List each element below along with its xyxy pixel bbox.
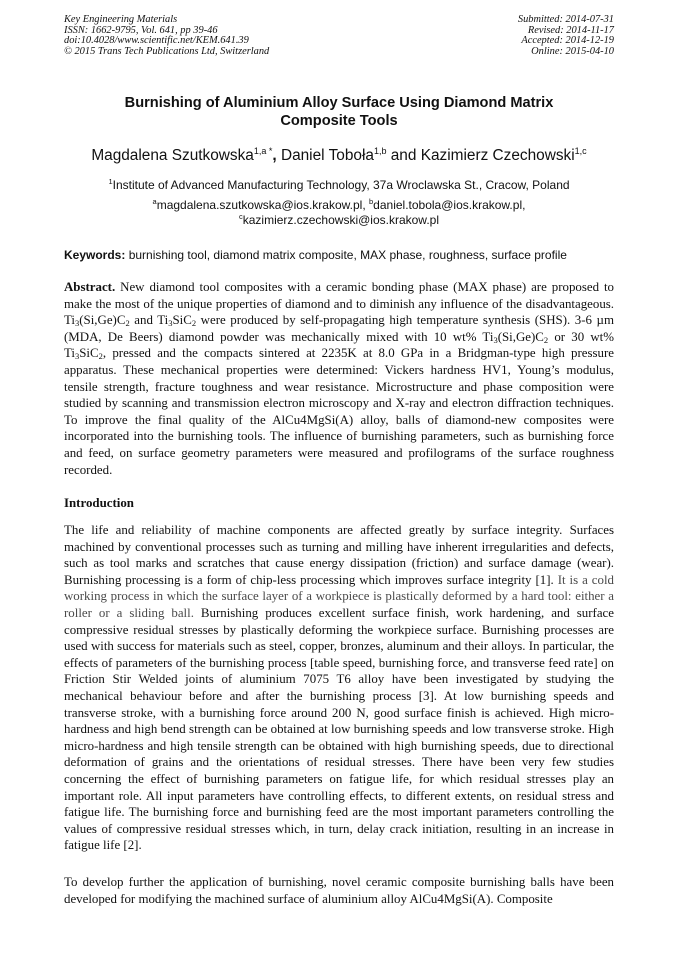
keywords [64,248,614,263]
section-title-introduction: Introduction [64,496,134,510]
author-affil-mark: 1,c [574,146,587,156]
author-separator: and [390,147,417,164]
abstract-label: Abstract. [64,280,116,294]
author-affil-mark: 1,a * [253,146,273,156]
author-name: Daniel Toboła [280,147,374,164]
email-address[interactable]: daniel.tobola@ios.krakow.pl, [373,198,526,212]
submitted-date: Submitted: 2014-07-31 [517,14,614,25]
doi[interactable]: doi:10.4028/www.scientific.net/KEM.641.39 [64,35,249,47]
accepted-date: Accepted: 2014-12-19 [521,35,614,47]
keywords-label: Keywords: [64,248,126,262]
title-line-1: Burnishing of Aluminium Alloy Surface Using Diamond Matrix [124,95,554,111]
dates-header [518,15,614,57]
keywords-text: burnishing tool, diamond matrix composite, MAX phase, roughness, surface profile [128,248,567,262]
highlighted-sentence: It is a cold working process in which the surface layer of a workpiece is plastically deformed by a hard tool: either a roller or a sliding ball. [64,572,614,620]
email-address[interactable]: kazimierz.czechowski@ios.krakow.pl [242,213,439,227]
title-line-2: Composite Tools [280,113,398,129]
affiliation-text: Institute of Advanced Manufacturing Technology, 37a Wroclawska St., Cracow, Poland [112,178,570,192]
abstract: Abstract. New diamond tool composites with a ceramic bonding phase (MAX phase) are proposed to make the most of the unique properties of diamond and to diminish any influence of the disadvantageous. $Ti_3(Si,Ge)C_2$ and $Ti_3SiC_2$ were produced by self-propagating high temperature synthesis (SHS). 3-6 µm (MDA, De Beers) diamond powder was mechanically mixed with 10 wt% $Ti_3(Si,Ge)C_2$ or 30 wt% $Ti_3SiC_2$, pressed and the compacts sintered at 2235K at 8.0 GPa in a Bridgman-type high pressure apparatus. These mechanical properties were determined: Vickers hardness HV1, Young’s modulus, tensile strength, fracture toughness and wear resistance. Microstructure and phase composition were studied by scanning and transmission electron microscopy and X-ray and electron diffraction techniques. To improve the final quality of the AlCu4MgSi(A) alloy, balls of diamond-new composites were incorporated into the burnishing tools. The influence of burnishing parameters, such as burnishing force and feed, on surface geometry parameters were measured and profilograms of the surface roughness recorded. [64,280,615,477]
email-list [64,198,614,228]
author-affil-mark: 1,b [373,146,387,156]
email-mark: b [369,197,374,206]
affiliation [64,178,614,192]
author-separator: , [272,147,277,164]
journal-name: Key Engineering Materials [64,14,178,25]
author-list [64,147,614,165]
email-mark: a [152,197,157,206]
journal-header [64,15,269,57]
author-name: Magdalena Szutkowska [91,147,254,164]
introduction-paragraph: To develop further the application of burnishing, novel ceramic composite burnishing balls have been developed for modifying the machined surface of aluminium alloy AlCu4MgSi(A). Composite [64,875,614,906]
affiliation-mark: 1 [108,177,113,186]
email-mark: c [239,212,243,221]
paper-title [64,94,614,130]
online-date: Online: 2015-04-10 [531,45,614,57]
issn-volume: ISSN: 1662-9795, Vol. 641, pp 39-46 [64,24,218,36]
revised-date: Revised: 2014-11-17 [527,24,614,36]
author-name: Kazimierz Czechowski [420,147,575,164]
introduction-paragraph: The life and reliability of machine components are affected greatly by surface integrity. Surfaces machined by conventional processes such as turning and milling have inherent irregularities and defects, such as tool marks and scratches that cause energy dissipation (friction) and surface damage (wear). Burnishing processing is a form of chip-less processing which improves surface integrity [1]. It is a cold working process in which the surface layer of a workpiece is plastically deformed by a hard tool: either a roller or a sliding ball. Burnishing produces excellent surface finish, work hardening, and surface compressive residual stresses by plastically deforming the workpiece surface. Burnishing processes are used with success for materials such as steel, copper, bronzes, aluminum and their alloys. In particular, the effects of parameters of the burnishing process [table speed, burnishing force, and transverse feed rate] on Friction Stir Welded joints of aluminium 7075 T6 alloy have been investigated by studying the mechanical behaviour before and after the burnishing process [3]. At low burnishing speeds and transverse stroke, with a burnishing force around 200 N, good surface finish is achieved. High micro-hardness and high bend strength can be obtained at low burnishing speeds and low transverse stroke. High micro-hardness and high tensile strength can be obtained with high burnishing speeds, due to directional deformation of grains and the orientations of residual stresses. There have been very few studies concerning the effect of burnishing parameters on fatigue life, for which residual stresses play an important role. All input parameters have controlling effects, to different extents, on residual stress and fatigue life. The burnishing force and burnishing feed are the most important parameters controlling the values of compressive residual stresses which, in turn, delay crack initiation, resulting in an increase in fatigue life [2]. [64,523,615,853]
email-address[interactable]: magdalena.szutkowska@ios.krakow.pl, [156,198,366,212]
copyright: © 2015 Trans Tech Publications Ltd, Switzerland [64,45,270,57]
